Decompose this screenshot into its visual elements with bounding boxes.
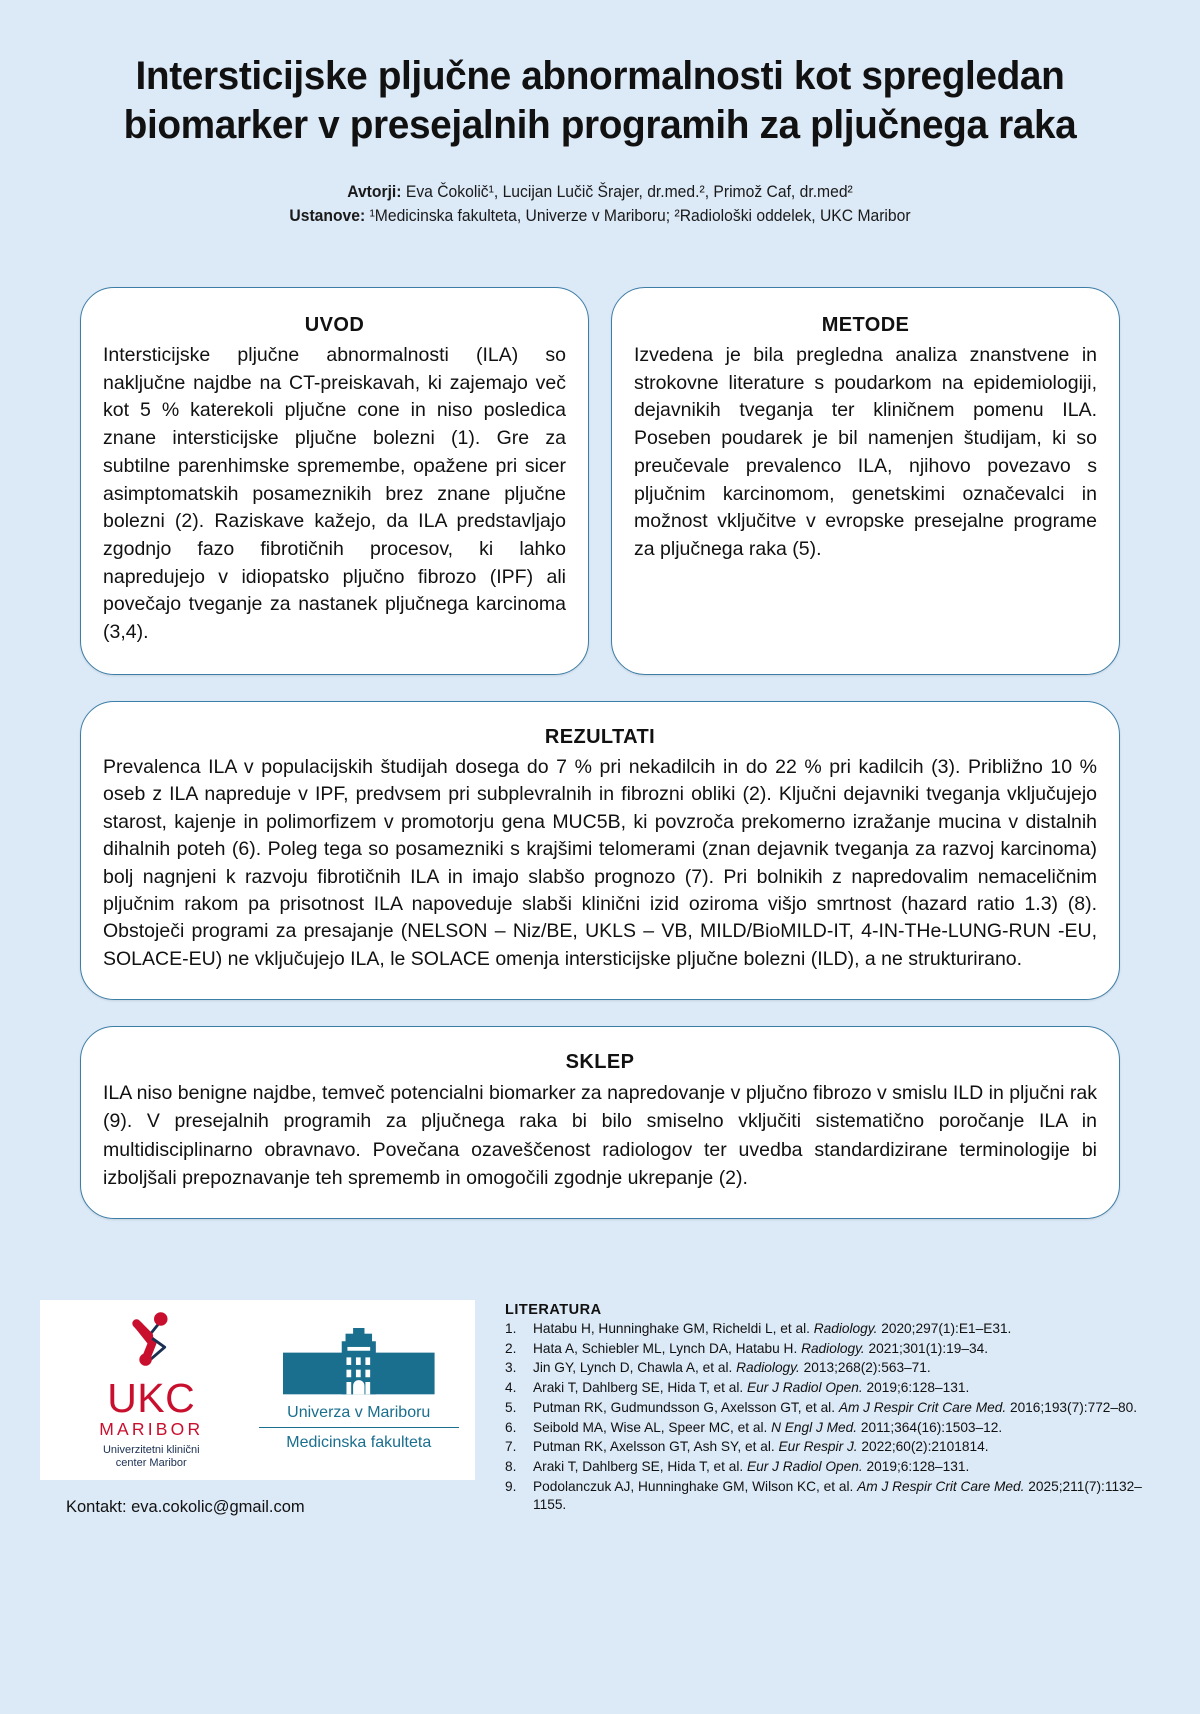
metode-body: Izvedena je bila pregledna analiza znanstvene in strokovne literature s poudarkom na epidemiologiji, dejavnikih tveganja ter kliničnem pomenu ILA. Poseben poudarek je bil namenjen študijam, ki so preučevale prevalenco ILA, njihovo povezavo s pljučnim karcinomom, genetskimi označevalci in možnost vključitve v evropske presejalne programe za pljučnega raka (5).: [634, 344, 1097, 560]
card-metode: [611, 287, 1120, 675]
reference-item: [505, 1359, 1160, 1377]
card-rezultati: [80, 701, 1120, 1000]
institutions-label: Ustanove:: [289, 207, 366, 226]
ukc-wordmark: UKC: [107, 1374, 196, 1421]
reference-authors: Araki T, Dahlberg SE, Hida T, et al.: [533, 1380, 748, 1396]
um-faculty: Medicinska fakulteta: [286, 1434, 432, 1452]
authors-text: Eva Čokolič¹, Lucijan Lučič Šrajer, dr.med.², Primož Caf, dr.med²: [405, 182, 853, 201]
references-title: LITERATURA: [505, 1302, 602, 1318]
card-sklep: [80, 1026, 1120, 1219]
reference-citation: 2019;6:128–131.: [862, 1459, 970, 1475]
reference-citation: 2020;297(1):E1–E31.: [877, 1321, 1012, 1336]
page-title: Intersticijske pljučne abnormalnosti kot spregledan biomarker v presejalnih programih za pljučnega raka: [123, 54, 1077, 147]
rezultati-title: REZULTATI: [544, 726, 656, 749]
reference-citation: 2016;193(7):772–80.: [1006, 1399, 1138, 1415]
um-logo: [259, 1328, 459, 1452]
reference-journal: Am J Respir Crit Care Med.: [838, 1399, 1007, 1415]
uvod-column: [80, 287, 589, 675]
contact-line: Kontakt: eva.cokolic@gmail.com: [66, 1498, 305, 1516]
ukc-logo: [56, 1310, 246, 1470]
reference-item: [505, 1419, 1160, 1437]
reference-authors: Seibold MA, Wise AL, Speer MC, et al.: [533, 1419, 772, 1435]
um-name: Univerza v Mariboru: [287, 1403, 431, 1421]
reference-authors: Putman RK, Axelsson GT, Ash SY, et al.: [533, 1439, 779, 1455]
uvod-title: UVOD: [304, 314, 365, 337]
reference-journal: Eur J Radiol Open.: [747, 1380, 863, 1396]
reference-authors: Hata A, Schiebler ML, Lynch DA, Hatabu H.: [533, 1340, 802, 1356]
references-section: [505, 1300, 1160, 1516]
ukc-tagline-line2: center Maribor: [115, 1457, 187, 1470]
card-uvod: [80, 287, 589, 675]
ukc-tagline: [56, 1444, 246, 1470]
reference-citation: 2019;6:128–131.: [862, 1380, 970, 1396]
reference-item: [505, 1438, 1160, 1456]
reference-journal: Radiology.: [801, 1340, 865, 1356]
reference-authors: Podolanczuk AJ, Hunninghake GM, Wilson KC, et al.: [533, 1478, 858, 1494]
reference-item: [505, 1458, 1160, 1476]
references-list: [505, 1320, 1160, 1514]
sklep-title: SKLEP: [565, 1051, 635, 1074]
reference-authors: Putman RK, Gudmundsson G, Axelsson GT, et al.: [533, 1399, 839, 1415]
reference-journal: Radiology.: [813, 1321, 878, 1336]
reference-item: [505, 1340, 1160, 1358]
reference-journal: Radiology.: [736, 1360, 800, 1376]
reference-journal: N Engl J Med.: [771, 1419, 858, 1435]
logo-band: [40, 1300, 475, 1480]
institutions-line: [106, 204, 1094, 229]
reference-authors: Hatabu H, Hunninghake GM, Richeldi L, et al.: [533, 1321, 814, 1336]
sklep-body: ILA niso benigne najdbe, temveč potencialni biomarker za napredovanje v pljučno fibrozo v smislu ILD in pljučni rak (9). V presejalnih programih za pljučnega raka bi bilo smiselno vključiti sistematično poročanje ILA in multidisciplinarno obravnavo. Povečana ozaveščenost radiologov ter uvedba standardizirane terminologije bi izboljšali prepoznavanje teh sprememb in omogočili zgodnje ukrepanje (2).: [103, 1082, 1097, 1190]
uvod-body: Intersticijske pljučne abnormalnosti (ILA) so naključne najdbe na CT-preiskavah, ki zajemajo več kot 5 % katerekoli pljučne cone in niso posledica znane intersticijske pljučne bolezni (1). Gre za subtilne parenhimske spremembe, opažene pri sicer asimptomatskih posameznikih brez znane pljučne bolezni (2). Raziskave kažejo, da ILA predstavljajo zgodnjo fazo fibrotičnih procesov, ki lahko napredujejo v idiopatsko pljučno fibrozo (IPF) ali povečajo tveganje za nastanek pljučnega karcinoma (3,4).: [103, 344, 566, 643]
reference-item: [505, 1320, 1160, 1338]
logos-and-contact: [40, 1300, 475, 1517]
reference-item: [505, 1399, 1160, 1417]
university-building-icon: [283, 1328, 435, 1400]
authors-block: [80, 180, 1120, 230]
reference-citation: 2025;211(7):1132–1155.: [533, 1478, 1142, 1512]
reference-authors: Araki T, Dahlberg SE, Hida T, et al.: [533, 1459, 748, 1475]
metode-column: [611, 287, 1120, 675]
ukc-subtitle: MARIBOR: [99, 1418, 204, 1439]
reference-item: [505, 1478, 1160, 1514]
reference-citation: 2021;301(1):19–34.: [864, 1340, 989, 1356]
reference-journal: Eur J Radiol Open.: [747, 1459, 863, 1475]
institutions-text: ¹Medicinska fakulteta, Univerze v Mariboru; ²Radiološki oddelek, UKC Maribor: [369, 207, 911, 226]
reference-item: [505, 1379, 1160, 1397]
ukc-tagline-line1: Univerzitetni klinični: [102, 1443, 200, 1456]
reference-journal: Eur Respir J.: [778, 1439, 858, 1455]
top-section-row: [80, 287, 1120, 675]
reference-authors: Jin GY, Lynch D, Chawla A, et al.: [533, 1360, 737, 1376]
reference-citation: 2013;268(2):563–71.: [799, 1360, 931, 1376]
authors-label: Avtorji:: [347, 182, 402, 201]
ukc-emblem-icon: [123, 1310, 179, 1372]
reference-citation: 2011;364(16):1503–12.: [857, 1419, 1003, 1435]
reference-citation: 2022;60(2):2101814.: [857, 1439, 989, 1455]
footer: [40, 1300, 1160, 1517]
rezultati-body: Prevalenca ILA v populacijskih študijah dosega do 7 % pri nekadilcih in do 22 % pri kadilcih (3). Približno 10 % oseb z ILA napreduje v IPF, predvsem pri subplevralnih in fibrozni obliki (2). Ključni dejavniki tveganja vključujejo starost, kajenje in polimorfizem v promotorju gena MUC5B, ki povzroča prekomerno izražanje mucina v distalnih dihalnih poteh (6). Poleg tega so posamezniki s krajšimi telomerami (znan dejavnik tveganja za razvoj karcinoma) bolj nagnjeni k razvoju fibrotičnih ILA in imajo slabšo prognozo (7). Pri bolnikih z napredovalim nemaceličnim pljučnim rakom pa prisotnost ILA napoveduje slabši klinični izid oziroma višjo smrtnost (hazard ratio 1.3) (8). Obstoječi programi za presajanje (NELSON – Niz/BE, UKLS – VB, MILD/BioMILD-IT, 4-IN-THe-LUNG-RUN -EU, SOLACE-EU) ne vključujejo ILA, le SOLACE omenja intersticijske pljučne bolezni (ILD), a ne strukturirano.: [103, 756, 1097, 970]
authors-line: [106, 180, 1094, 205]
reference-journal: Am J Respir Crit Care Med.: [857, 1478, 1025, 1494]
metode-title: METODE: [821, 314, 910, 337]
